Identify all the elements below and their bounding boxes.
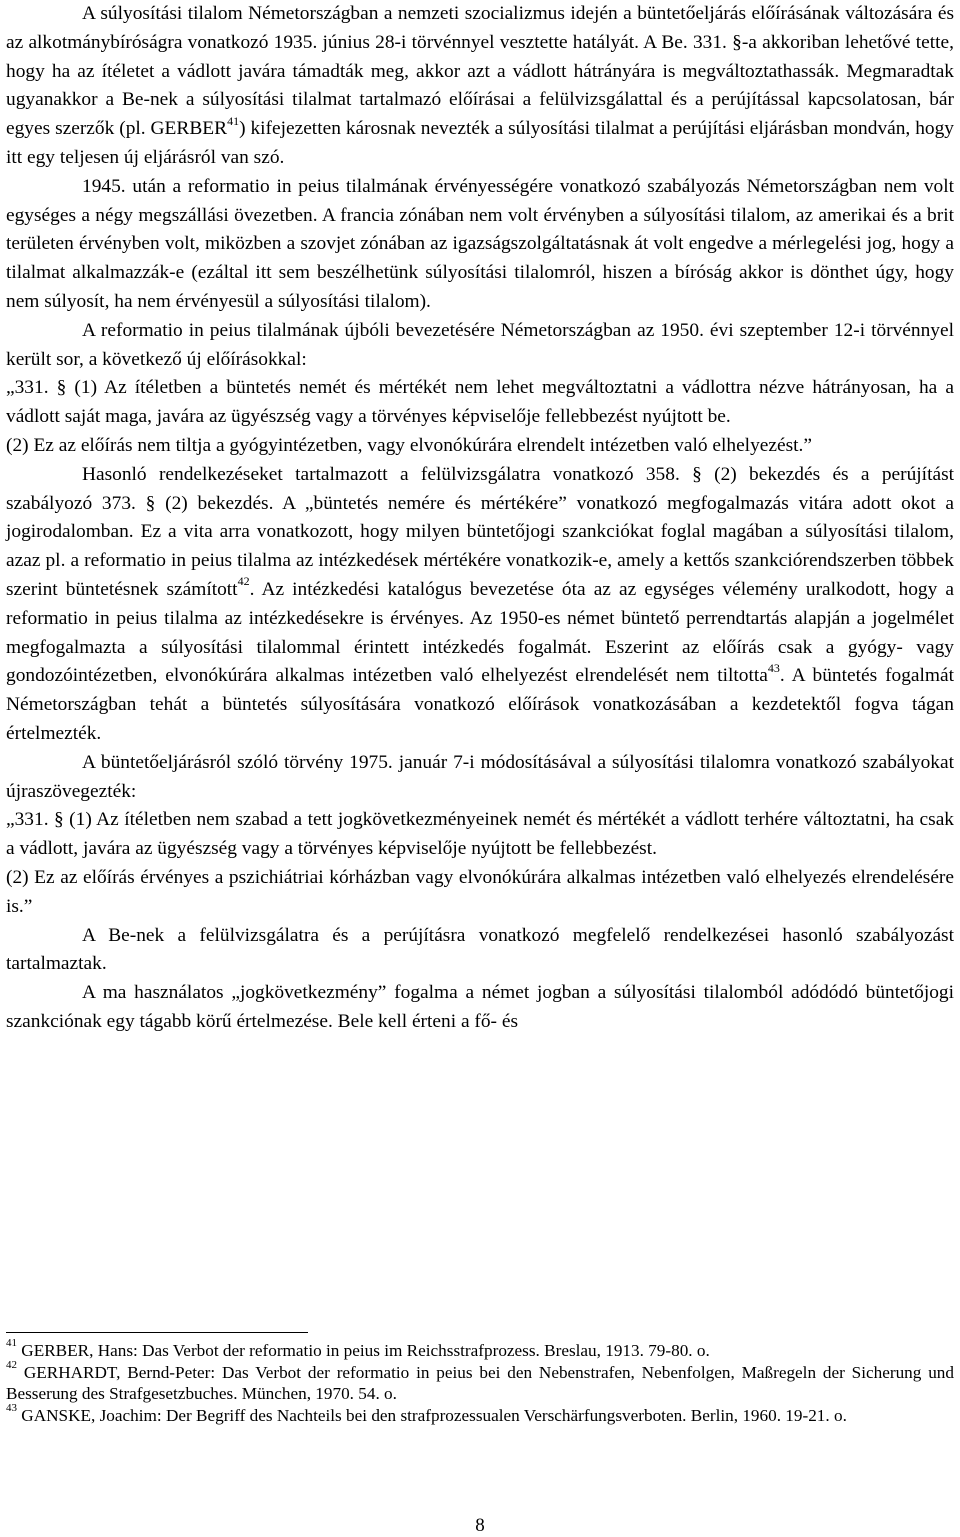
quote-1-para-2-text: (2) Ez az előírás nem tiltja a gyógyintézetben, vagy elvonókúrára elrendelt intézetben való elhelyezést.” xyxy=(6,434,812,456)
document-page xyxy=(6,0,954,1537)
paragraph-4-text-c: . A büntetés fogalmát Németországban tehát a büntetés súlyosítására vonatkozó előírások vonatkozásában a kezdetektől fogva tágan értelmezték. xyxy=(6,665,954,744)
quote-1-para-1-text: „331. § (1) Az ítéletben a büntetés nemét és mértékét nem lehet megváltoztatni a vádlottra nézve hátrányosan, ha a vádlott saját maga, javára az ügyészség vagy a törvényes képviselője fellebbezést nyújtott be. xyxy=(6,377,954,428)
quote-2-para-1 xyxy=(6,806,954,864)
footnote-number: 42 xyxy=(6,1358,17,1371)
footnote-ref-41: 41 xyxy=(227,113,240,128)
paragraph-6 xyxy=(6,922,954,980)
quote-2-para-2 xyxy=(6,864,954,922)
quote-1-para-2 xyxy=(6,432,954,461)
footnote-ref-42: 42 xyxy=(237,574,250,589)
footnote-43 xyxy=(6,1402,954,1427)
paragraph-4 xyxy=(6,461,954,749)
quote-1-para-1 xyxy=(6,374,954,432)
footnote-ref-43: 43 xyxy=(767,660,780,675)
quote-2-para-1-text: „331. § (1) Az ítéletben nem szabad a tett jogkövetkezményeinek nemét és mértékét a vádlott terhére változtatni, ha csak a vádlott, javára az ügyészség vagy a törvényes képviselője nyújtott be fellebbezést. xyxy=(6,809,954,860)
paragraph-6-text: A Be-nek a felülvizsgálatra és a perújításra vonatkozó megfelelő rendelkezései hasonló szabályozást tartalmaztak. xyxy=(6,924,954,975)
paragraph-1 xyxy=(6,0,954,173)
page-number: 8 xyxy=(475,1515,485,1536)
paragraph-3 xyxy=(6,317,954,375)
paragraph-5 xyxy=(6,749,954,807)
paragraph-2-text: 1945. után a reformatio in peius tilalmának érvényességére vonatkozó szabályozás Németországban nem volt egységes a négy megszállási övezetben. A francia zónában nem volt érvényben a súlyosítási tilalom, az amerikai és a brit területen érvényben volt, miközben a szovjet zónában az igazságszolgáltatásnak át volt engedve a mérlegelési jog, hogy a tilalmat alkalmazzák-e (ezáltal itt sem beszélhetünk súlyosítási tilalomról, hiszen a bíróság akkor is dönthet úgy, hogy nem súlyosít, ha nem érvényesül a súlyosítási tilalom). xyxy=(6,175,954,312)
footnote-42 xyxy=(6,1358,954,1405)
footnotes xyxy=(6,1337,954,1426)
paragraph-2 xyxy=(6,173,954,317)
body-text xyxy=(6,0,954,1037)
quote-2-para-2-text: (2) Ez az előírás érvényes a pszichiátriai kórházban vagy elvonókúrára alkalmas intézetben való elhelyezés elrendelésére is.” xyxy=(6,866,954,917)
paragraph-7-text: A ma használatos „jogkövetkezmény” fogalma a német jogban a súlyosítási tilalomból adódódó büntetőjogi szankciónak egy tágabb körű értelmezése. Bele kell érteni a fő- és xyxy=(6,982,954,1032)
paragraph-7 xyxy=(6,979,954,1037)
paragraph-5-text: A büntetőeljárásról szóló törvény 1975. január 7-i módosításával a súlyosítási tilalomra vonatkozó szabályokat újraszövegezték: xyxy=(6,751,954,802)
footnote-text: GANSKE, Joachim: Der Begriff des Nachteils bei den strafprozessualen Verschärfungsverboten. Berlin, 1960. 19-21. o. xyxy=(21,1405,847,1425)
paragraph-4-text-a: Hasonló rendelkezéseket tartalmazott a felülvizsgálatra vonatkozó 358. § (2) bekezdés és a perújítást szabályozó 373. § (2) bekezdés. A „büntetés nemére és mértékére” vonatkozó megfogalmazás vitára adott okot a jogirodalomban. Ez a vita arra vonatkozott, hogy milyen büntetőjogi szankciókat foglal magában a súlyosítási tilalom, azaz pl. a reformatio in peius tilalma az intézkedések mértékére vonatkozik-e, amely a kettős szankciórendszerben többek szerint büntetésnek számított xyxy=(6,463,954,600)
footnote-divider xyxy=(6,1332,308,1333)
paragraph-4-text-b: . Az intézkedési katalógus bevezetése óta az az egységes vélemény uralkodott, hogy a reformatio in peius tilalma az intézkedésekre is érvényes. Az 1950-es német büntető perrendtartás alapján a jogelmélet megfogalmazta a súlyosítási tilalommal érintett intézkedés fogalmát. Eszerint az előírás csak a gyógy- vagy gondozóintézetben, elvonókúrára alkalmas intézetben való elhelyezést elrendelését nem tiltotta xyxy=(6,578,954,687)
paragraph-1-text-b: ) kifejezetten károsnak nevezték a súlyosítási tilalmat a perújítási eljárásban mondván, hogy itt egy teljesen új eljárásról van szó. xyxy=(6,118,954,168)
footnote-41 xyxy=(6,1337,954,1362)
paragraph-3-text: A reformatio in peius tilalmának újbóli bevezetésére Németországban az 1950. évi szeptember 12-i törvénnyel került sor, a következő új előírásokkal: xyxy=(6,319,954,370)
footnote-number: 43 xyxy=(6,1402,17,1415)
footnote-text: GERHARDT, Bernd-Peter: Das Verbot der reformatio in peius bei den Nebenstrafen, Nebenfolgen, Maßregeln der Sicherung und Besserung des Strafgesetzbuches. München, 1970. 54. o. xyxy=(6,1362,954,1404)
footnote-text: GERBER, Hans: Das Verbot der reformatio in peius im Reichsstrafprozess. Breslau, 1913. 79-80. o. xyxy=(21,1341,710,1360)
footnote-number: 41 xyxy=(6,1337,17,1350)
paragraph-1-text-a: A súlyosítási tilalom Németországban a nemzeti szocializmus idején a büntetőeljárás előírásának változására és az alkotmánybíróságra vonatkozó 1935. június 28-i törvénnyel vesztette hatályát. A Be. 331. §-a akkoriban lehetővé tette, hogy ha az ítéletet a vádlott javára támadták meg, akkor azt a vádlott hátrányára is megváltoztathassák. Megmaradtak ugyanakkor a Be-nek a súlyosítási tilalmat tartalmazó előírásai a felülvizsgálattal és a perújítással kapcsolatosan, bár egyes szerzők (pl. GERBER xyxy=(6,3,954,140)
